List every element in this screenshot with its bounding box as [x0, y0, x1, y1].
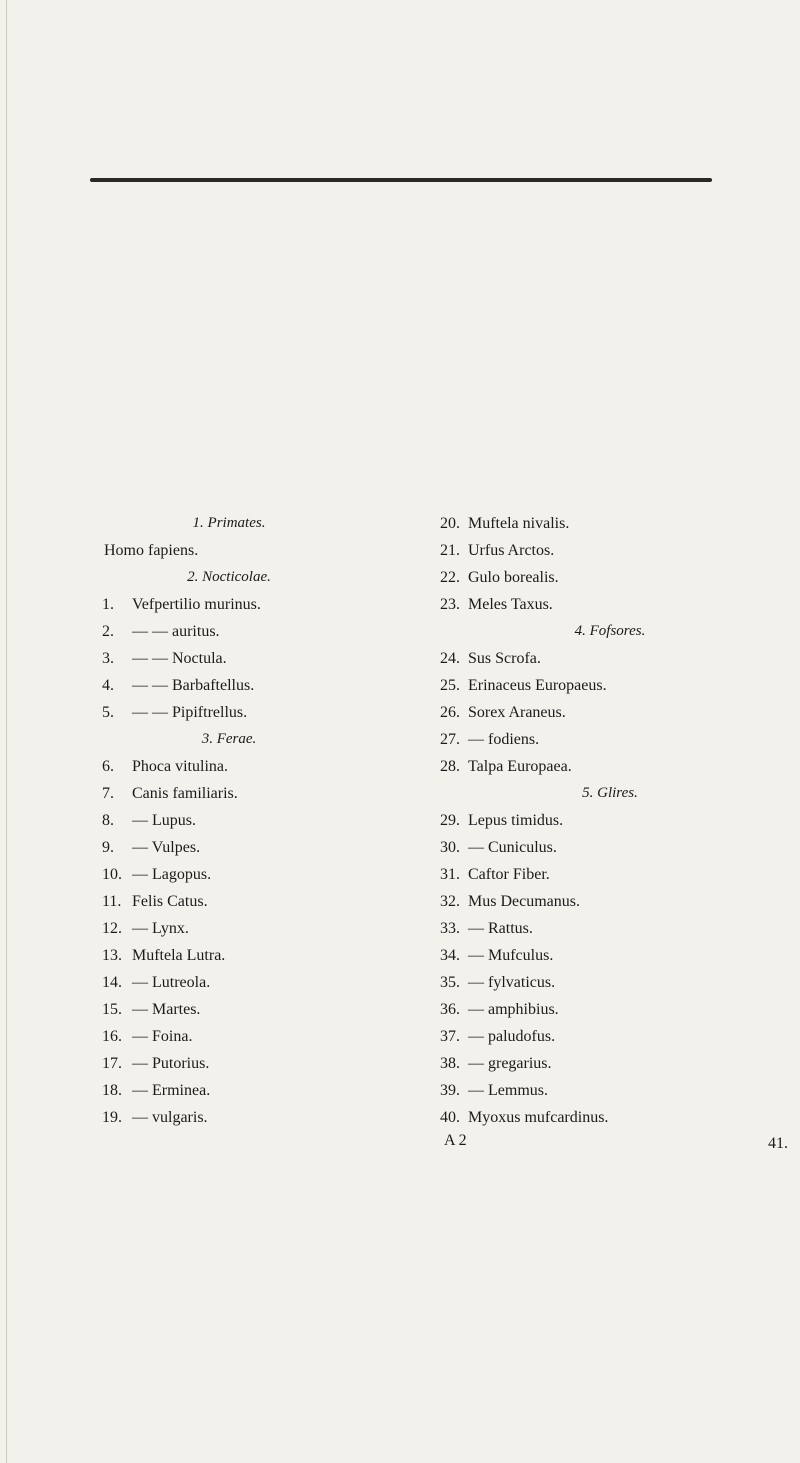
species-name: Mus Decumanus. — [468, 893, 580, 910]
entry-number: 2. — [102, 623, 114, 640]
entry-number: 31. — [440, 866, 460, 883]
species-entry — [104, 780, 354, 807]
entry-number: 1. — [102, 596, 114, 613]
species-name: Canis familiaris. — [132, 785, 238, 802]
species-entry — [104, 834, 354, 861]
species-name: Talpa Europaea. — [468, 758, 572, 775]
left-column — [104, 510, 354, 1131]
species-name: — vulgaris. — [132, 1109, 208, 1126]
species-entry — [440, 699, 780, 726]
catchword: 41. — [768, 1135, 788, 1152]
entry-number: 18. — [102, 1082, 122, 1099]
species-name: — gregarius. — [468, 1055, 552, 1072]
entry-number: 13. — [102, 947, 122, 964]
entry-number: 32. — [440, 893, 460, 910]
species-entry — [104, 645, 354, 672]
species-entry — [440, 672, 780, 699]
species-name: — Putorius. — [132, 1055, 210, 1072]
entry-number: 23. — [440, 596, 460, 613]
species-entry — [104, 591, 354, 618]
species-name: Muftela nivalis. — [468, 515, 570, 532]
species-name: Phoca vitulina. — [132, 758, 228, 775]
entry-number: 6. — [102, 758, 114, 775]
entry-number: 7. — [102, 785, 114, 802]
species-name: — Lupus. — [132, 812, 196, 829]
entry-number: 10. — [102, 866, 122, 883]
page-edge — [6, 0, 7, 1463]
section-heading — [104, 726, 354, 753]
species-entry — [104, 807, 354, 834]
species-entry — [440, 645, 780, 672]
species-name: — — Pipiftrellus. — [132, 704, 248, 721]
species-name: Urfus Arctos. — [468, 542, 555, 559]
species-entry — [104, 618, 354, 645]
species-entry — [440, 807, 780, 834]
species-name: — Mufculus. — [468, 947, 554, 964]
species-name: — Vulpes. — [132, 839, 201, 856]
entry-number: 11. — [102, 893, 122, 910]
section-heading — [104, 510, 354, 537]
entry-number: 28. — [440, 758, 460, 775]
species-name: — Rattus. — [468, 920, 533, 937]
entry-number: 16. — [102, 1028, 122, 1045]
species-name: — — auritus. — [132, 623, 220, 640]
species-entry — [440, 537, 780, 564]
species-name: — fodiens. — [468, 731, 540, 748]
entry-number: 17. — [102, 1055, 122, 1072]
section-heading — [440, 780, 780, 807]
entry-number: 29. — [440, 812, 460, 829]
species-name: — Martes. — [132, 1001, 201, 1018]
species-entry — [104, 861, 354, 888]
section-heading — [104, 564, 354, 591]
species-name: — Cuniculus. — [468, 839, 557, 856]
entry-number: 9. — [102, 839, 114, 856]
species-name: Lepus timidus. — [468, 812, 564, 829]
species-entry — [440, 834, 780, 861]
section-heading-text: 3. Ferae. — [201, 731, 257, 747]
species-name: Gulo borealis. — [468, 569, 559, 586]
entry-number: 20. — [440, 515, 460, 532]
species-name: — fylvaticus. — [468, 974, 556, 991]
entry-number: 8. — [102, 812, 114, 829]
species-entry — [104, 915, 354, 942]
species-entry — [104, 1104, 354, 1131]
entry-number: 36. — [440, 1001, 460, 1018]
species-entry — [440, 1050, 780, 1077]
entry-number: 27. — [440, 731, 460, 748]
species-entry — [440, 942, 780, 969]
entry-number: 40. — [440, 1109, 460, 1126]
entry-number: 34. — [440, 947, 460, 964]
species-name: — Lutreola. — [132, 974, 211, 991]
species-name: — amphibius. — [468, 1001, 559, 1018]
species-name: Vefpertilio murinus. — [132, 596, 261, 613]
species-name: — Lynx. — [132, 920, 189, 937]
species-entry — [104, 753, 354, 780]
entry-number: 38. — [440, 1055, 460, 1072]
species-name: Homo fapiens. — [104, 542, 199, 559]
section-heading-text: 2. Nocticolae. — [187, 569, 271, 585]
entry-number: 12. — [102, 920, 122, 937]
entry-number: 22. — [440, 569, 460, 586]
section-heading-text: 4. Fofsores. — [574, 623, 646, 639]
species-name: — Lemmus. — [468, 1082, 548, 1099]
species-entry — [440, 969, 780, 996]
species-entry — [440, 564, 780, 591]
entry-number: 26. — [440, 704, 460, 721]
species-name: — Erminea. — [132, 1082, 211, 1099]
species-entry — [440, 888, 780, 915]
entry-number: 30. — [440, 839, 460, 856]
entry-number: 14. — [102, 974, 122, 991]
entry-number: 39. — [440, 1082, 460, 1099]
right-column — [440, 510, 780, 1131]
entry-number: 21. — [440, 542, 460, 559]
entry-number: 3. — [102, 650, 114, 667]
species-entry — [440, 996, 780, 1023]
entry-number: 5. — [102, 704, 114, 721]
species-entry — [104, 699, 354, 726]
species-name: Caftor Fiber. — [468, 866, 550, 883]
species-name: Muftela Lutra. — [132, 947, 226, 964]
species-name: — — Noctula. — [132, 650, 227, 667]
species-entry — [104, 969, 354, 996]
species-name: — Lagopus. — [132, 866, 212, 883]
species-entry — [440, 753, 780, 780]
species-entry — [104, 1023, 354, 1050]
species-entry — [104, 1050, 354, 1077]
header-rule — [90, 178, 712, 182]
species-entry — [440, 915, 780, 942]
entry-number: 25. — [440, 677, 460, 694]
entry-number: 35. — [440, 974, 460, 991]
species-entry — [440, 1023, 780, 1050]
species-name: Meles Taxus. — [468, 596, 553, 613]
entry-number: 19. — [102, 1109, 122, 1126]
species-entry — [104, 942, 354, 969]
species-name: Erinaceus Europaeus. — [468, 677, 607, 694]
species-entry — [440, 591, 780, 618]
species-entry — [440, 510, 780, 537]
species-entry — [104, 888, 354, 915]
species-name: Felis Catus. — [132, 893, 208, 910]
signature-mark: A 2 — [444, 1132, 467, 1149]
species-name: Sorex Araneus. — [468, 704, 566, 721]
section-heading — [440, 618, 780, 645]
species-name: Sus Scrofa. — [468, 650, 541, 667]
entry-number: 15. — [102, 1001, 122, 1018]
species-entry — [104, 672, 354, 699]
entry-number: 33. — [440, 920, 460, 937]
entry-number: 4. — [102, 677, 114, 694]
entry-number: 24. — [440, 650, 460, 667]
section-heading-text: 1. Primates. — [192, 515, 266, 531]
species-entry — [440, 726, 780, 753]
section-heading-text: 5. Glires. — [582, 785, 638, 801]
species-entry — [440, 1077, 780, 1104]
species-entry — [104, 537, 354, 564]
entry-number: 37. — [440, 1028, 460, 1045]
species-entry — [104, 1077, 354, 1104]
species-entry — [440, 1104, 780, 1131]
species-entry — [104, 996, 354, 1023]
species-name: — Foina. — [132, 1028, 193, 1045]
species-name: — paludofus. — [468, 1028, 556, 1045]
species-entry — [440, 861, 780, 888]
species-name: — — Barbaftellus. — [132, 677, 255, 694]
species-name: Myoxus mufcardinus. — [468, 1109, 609, 1126]
